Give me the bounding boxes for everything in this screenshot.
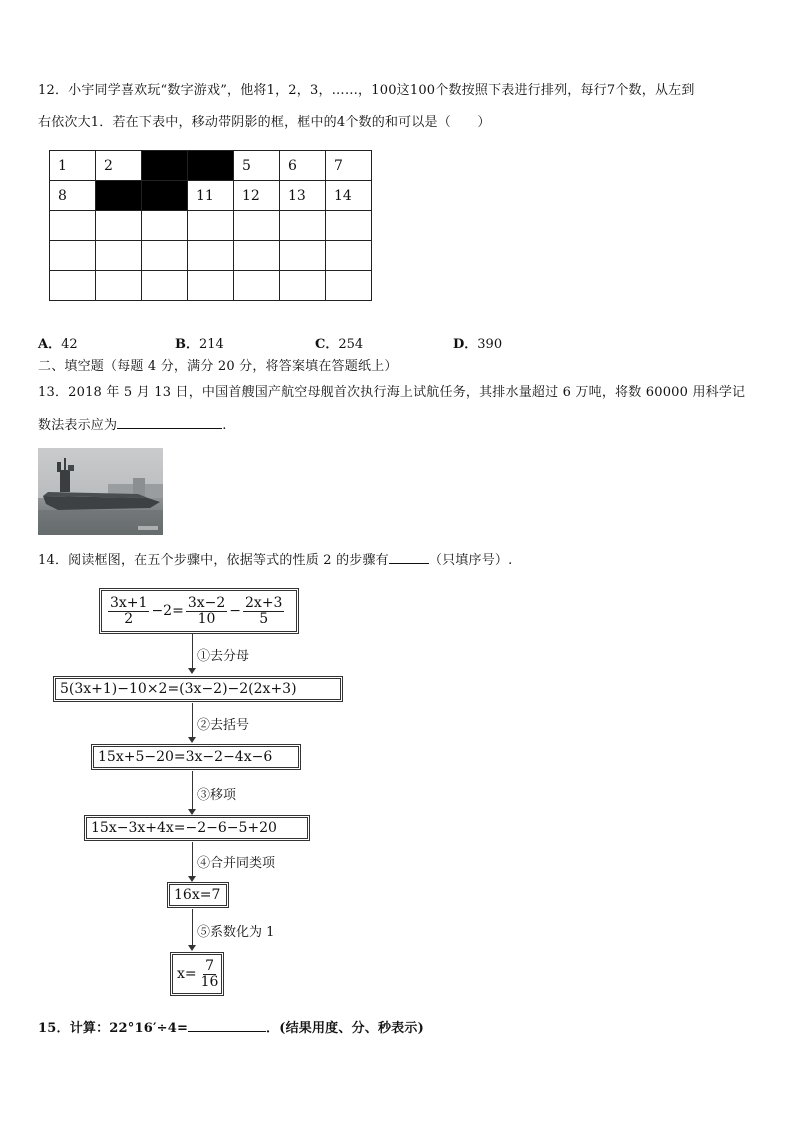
table-cell: 6 xyxy=(280,151,326,181)
shaded-cell xyxy=(142,151,188,181)
q15-suffix: ．(结果用度、分、秒表示) xyxy=(266,1021,424,1036)
fraction xyxy=(186,596,227,627)
equation-3: 15x−3x+4x=−2−6−5+20 xyxy=(86,817,308,839)
denominator: 10 xyxy=(197,610,216,627)
q14-line xyxy=(38,549,512,571)
table-cell xyxy=(96,271,142,301)
denominator: 5 xyxy=(259,610,269,627)
option-label: C． xyxy=(315,337,339,352)
table-cell xyxy=(188,211,234,241)
numerator: 2x+3 xyxy=(245,594,283,611)
step-4-label: ④合并同类项 xyxy=(197,856,276,871)
equation-0 xyxy=(101,590,297,632)
equation-5 xyxy=(172,954,222,994)
flow-arrow xyxy=(192,771,193,811)
table-cell: 8 xyxy=(50,181,96,211)
section-heading: 二、填空题（每题 4 分，满分 20 分，将答案填在答题纸上） xyxy=(38,359,398,374)
step-5-label: ⑤系数化为 1 xyxy=(197,925,275,940)
arrow-head-icon xyxy=(188,668,196,674)
equation-box-0 xyxy=(99,588,299,634)
step-2-label: ②去括号 xyxy=(197,718,250,733)
table-cell xyxy=(96,211,142,241)
q13-line2 xyxy=(38,414,227,436)
arrow-head-icon xyxy=(188,945,196,951)
option-label: D． xyxy=(453,337,478,352)
option-label: B． xyxy=(175,337,199,352)
q13-period: . xyxy=(222,418,227,433)
table-cell xyxy=(280,271,326,301)
table-cell: 7 xyxy=(326,151,372,181)
number-table xyxy=(49,150,372,301)
numerator: 3x−2 xyxy=(187,594,226,611)
table-cell xyxy=(280,211,326,241)
table-row xyxy=(50,271,372,301)
denominator: 16 xyxy=(200,973,219,990)
q14-suffix: （只填序号）. xyxy=(428,553,513,568)
q12-option-a[interactable] xyxy=(38,333,78,352)
option-value: 214 xyxy=(199,337,224,352)
flow-arrow xyxy=(192,909,193,947)
table-cell xyxy=(50,241,96,271)
table-cell xyxy=(50,271,96,301)
shaded-cell xyxy=(142,181,188,211)
table-cell xyxy=(142,271,188,301)
flow-arrow xyxy=(192,703,193,739)
table-cell xyxy=(234,271,280,301)
q13-line1: 13．2018 年 5 月 13 日，中国首艘国产航空母舰首次执行海上试航任务，其排水量超过 6 万吨，将数 60000 用科学记 xyxy=(38,385,746,400)
table-cell xyxy=(188,271,234,301)
table-cell xyxy=(234,241,280,271)
equation-text: − xyxy=(229,603,242,619)
table-row xyxy=(50,181,372,211)
q12-line2: 右依次大1．若在下表中，移动带阴影的框，框中的4个数的和可以是（ ） xyxy=(38,115,491,130)
equation-box-2 xyxy=(91,744,301,770)
table-cell xyxy=(326,211,372,241)
equation-text: −2= xyxy=(151,603,184,619)
shaded-cell xyxy=(96,181,142,211)
numerator: 3x+1 xyxy=(110,594,148,611)
table-cell xyxy=(96,241,142,271)
equation-text: x= xyxy=(177,966,197,982)
q13-text: 数法表示应为 xyxy=(38,418,118,433)
option-value: 42 xyxy=(61,337,78,352)
table-cell: 11 xyxy=(188,181,234,211)
option-label: A． xyxy=(38,337,62,352)
option-value: 390 xyxy=(477,337,503,352)
table-row xyxy=(50,151,372,181)
table-cell: 5 xyxy=(234,151,280,181)
answer-blank[interactable] xyxy=(389,549,429,564)
table-cell: 14 xyxy=(326,181,372,211)
q12-line1: 12．小宇同学喜欢玩“数字游戏”，他将1，2，3，……，100这100个数按照下表进行排列，每行7个数，从左到 xyxy=(38,83,695,98)
fraction xyxy=(108,596,149,627)
q12-option-b[interactable] xyxy=(175,333,224,352)
denominator: 2 xyxy=(124,610,134,627)
equation-box-4 xyxy=(167,882,229,908)
table-cell xyxy=(142,241,188,271)
q15-text: 15．计算：22°16′÷4= xyxy=(38,1021,189,1036)
fraction xyxy=(199,959,221,990)
equation-1: 5(3x+1)−10×2=(3x−2)−2(2x+3) xyxy=(55,678,341,700)
table-row xyxy=(50,211,372,241)
table-cell xyxy=(234,211,280,241)
step-3-label: ③移项 xyxy=(197,788,237,803)
table-cell xyxy=(50,211,96,241)
step-1-label: ①去分母 xyxy=(197,649,250,664)
flow-arrow xyxy=(192,842,193,878)
fraction xyxy=(243,596,284,627)
equation-2: 15x+5−20=3x−2−4x−6 xyxy=(93,746,299,768)
equation-box-3 xyxy=(84,815,310,841)
shaded-cell xyxy=(188,151,234,181)
arrow-head-icon xyxy=(188,737,196,743)
table-cell: 12 xyxy=(234,181,280,211)
table-cell xyxy=(326,271,372,301)
flow-arrow xyxy=(192,634,193,670)
q15-line xyxy=(38,1017,424,1039)
equation-4: 16x=7 xyxy=(169,884,227,906)
table-cell xyxy=(142,211,188,241)
table-row xyxy=(50,241,372,271)
table-cell: 2 xyxy=(96,151,142,181)
q12-option-d[interactable] xyxy=(453,333,502,352)
equation-box-5 xyxy=(170,952,224,996)
option-value: 254 xyxy=(338,337,364,352)
table-cell xyxy=(188,241,234,271)
table-cell xyxy=(326,241,372,271)
table-cell: 13 xyxy=(280,181,326,211)
answer-blank[interactable] xyxy=(188,1017,266,1032)
q12-option-c[interactable] xyxy=(315,333,363,352)
q14-text: 14．阅读框图，在五个步骤中，依据等式的性质 2 的步骤有 xyxy=(38,553,389,568)
numerator: 7 xyxy=(205,957,215,974)
answer-blank[interactable] xyxy=(117,414,222,429)
equation-box-1 xyxy=(53,676,343,702)
aircraft-carrier-photo xyxy=(38,448,163,535)
table-cell: 1 xyxy=(50,151,96,181)
table-cell xyxy=(280,241,326,271)
